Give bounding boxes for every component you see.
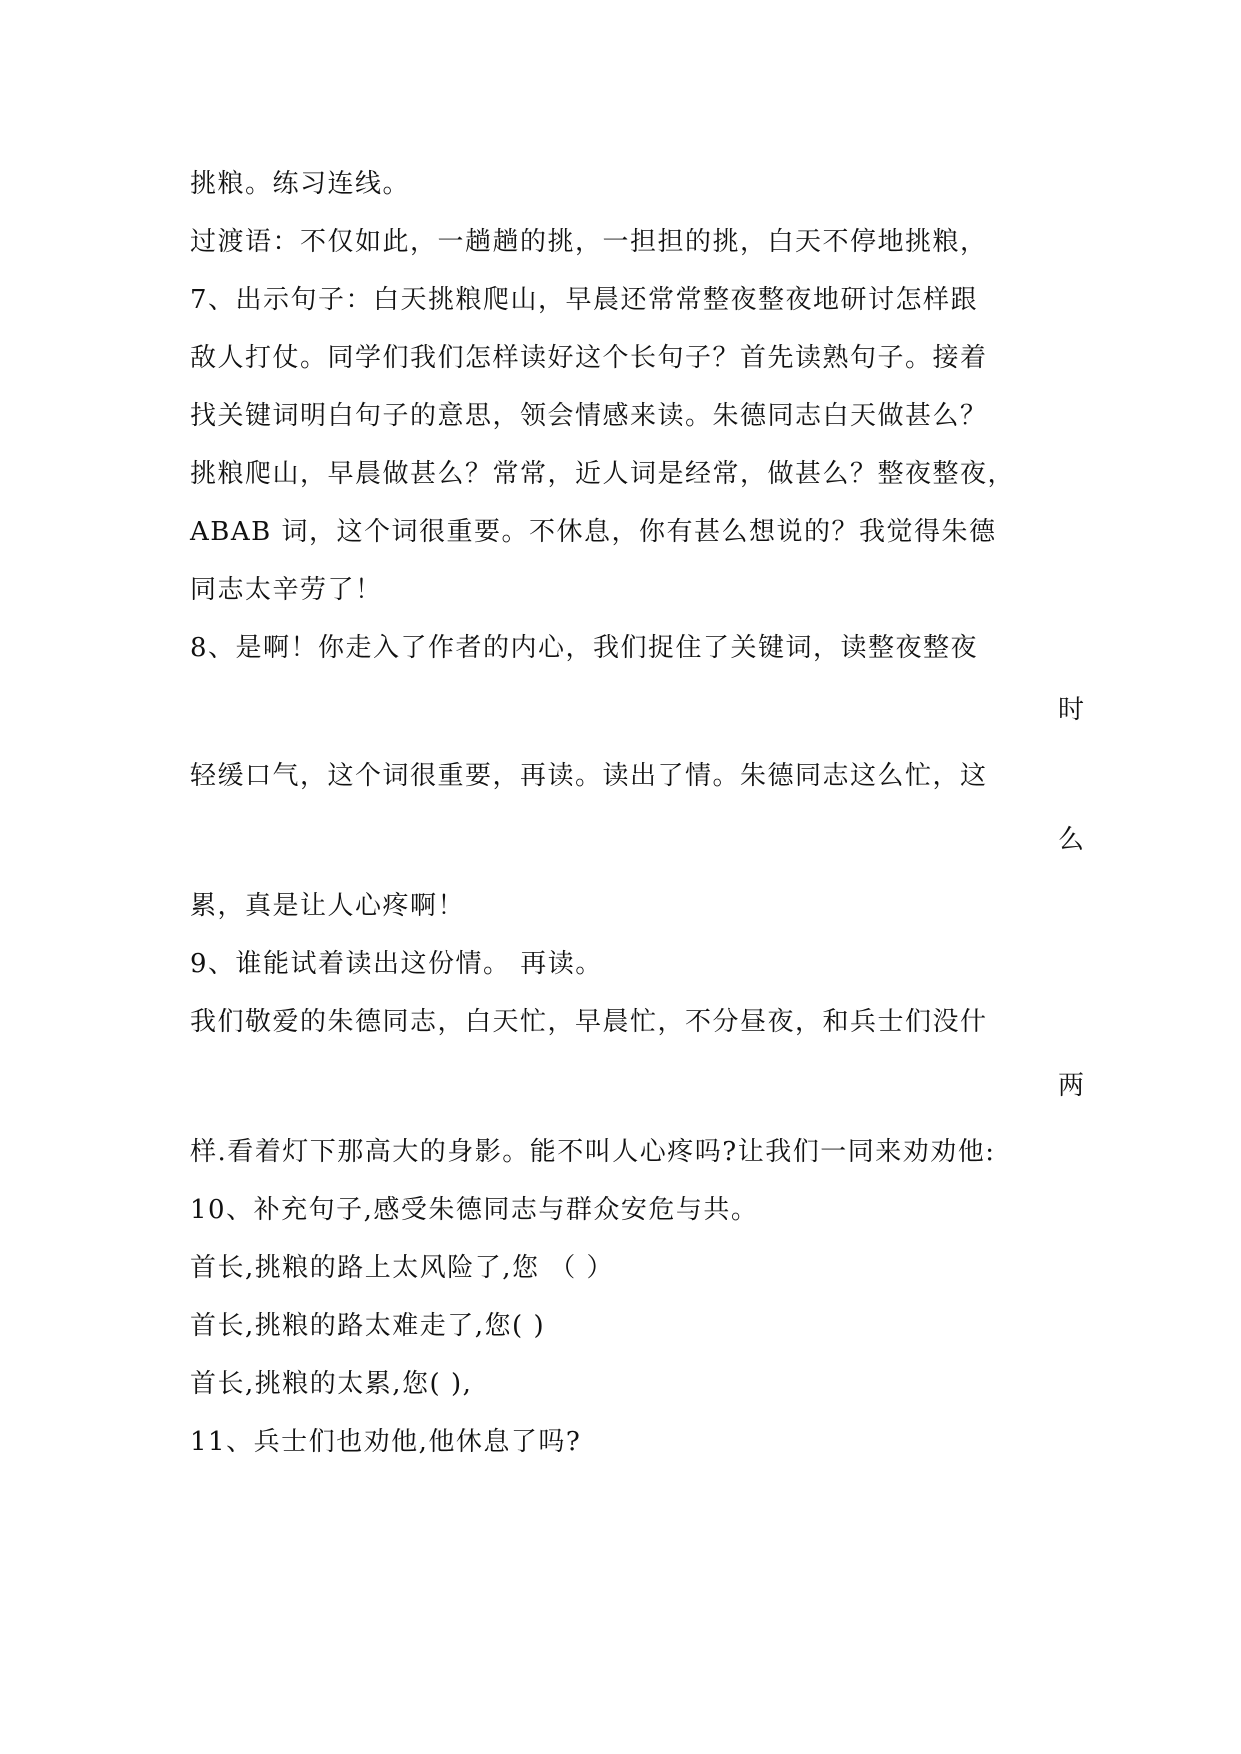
text-line: 挑粮爬山，早晨做甚么？常常，近人词是经常，做甚么？整夜整夜，	[190, 459, 1016, 489]
text-line: 过渡语：不仅如此，一趟趟的挑，一担担的挑，白天不停地挑粮，	[190, 227, 988, 257]
wrapped-character: 时	[1058, 695, 1085, 725]
text-line: 累，真是让人心疼啊！	[190, 891, 466, 921]
wrapped-character: 么	[1058, 825, 1085, 855]
text-line: 11、兵士们也劝他,他休息了吗?	[190, 1427, 582, 1457]
text-line: 轻缓口气，这个词很重要，再读。读出了情。朱德同志这么忙，这	[190, 761, 988, 791]
text-line: 同志太辛劳了！	[190, 575, 383, 605]
text-line: ABAB 词，这个词很重要。不休息，你有甚么想说的？我觉得朱德	[190, 517, 997, 547]
text-line: 样.看着灯下那高大的身影。能不叫人心疼吗?让我们一同来劝劝他:	[190, 1137, 996, 1167]
fill-in-blank-line: 首长,挑粮的太累,您( ),	[190, 1369, 473, 1399]
text-line: 敌人打仗。同学们我们怎样读好这个长句子？首先读熟句子。接着	[190, 343, 988, 373]
text-line: 我们敬爱的朱德同志，白天忙，早晨忙，不分昼夜，和兵士们没什	[190, 1007, 988, 1037]
text-line: 找关键词明白句子的意思，领会情感来读。朱德同志白天做甚么？	[190, 401, 988, 431]
text-line: 7、出示句子：白天挑粮爬山，早晨还常常整夜整夜地研讨怎样跟	[190, 285, 979, 315]
text-line: 8、是啊！你走入了作者的内心，我们捉住了关键词，读整夜整夜	[190, 633, 979, 663]
text-line: 10、补充句子,感受朱德同志与群众安危与共。	[190, 1195, 759, 1225]
text-line: 9、谁能试着读出这份情。 再读。	[190, 949, 603, 979]
fill-in-blank-line: 首长,挑粮的路上太风险了,您 （ ）	[190, 1253, 615, 1283]
wrapped-character: 两	[1058, 1071, 1085, 1101]
text-line: 挑粮。练习连线。	[190, 169, 411, 199]
fill-in-blank-line: 首长,挑粮的路太难走了,您( )	[190, 1311, 546, 1341]
